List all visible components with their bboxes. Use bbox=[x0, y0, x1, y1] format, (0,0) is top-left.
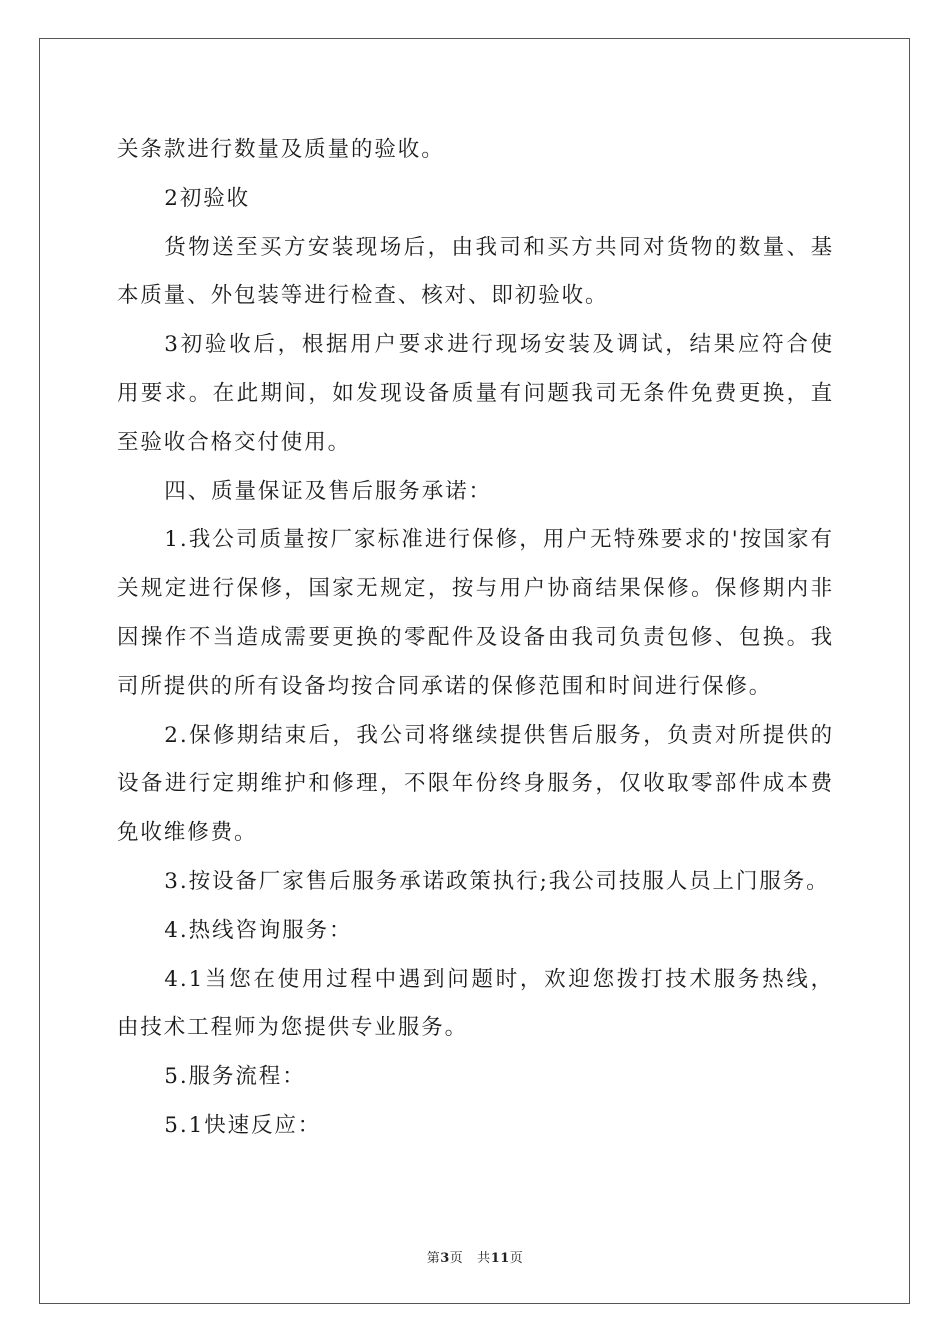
paragraph-3: 货物送至买方安装现场后，由我司和买方共同对货物的数量、基本质量、外包装等进行检查、核对、即初验收。 bbox=[117, 234, 834, 309]
footer-total-prefix: 共 bbox=[477, 1251, 491, 1266]
paragraph-7: 2.保修期结束后，我公司将继续提供售后服务，负责对所提供的设备进行定期维护和修理，不限年份终身服务，仅收取零部件成本费免收维修费。 bbox=[117, 722, 834, 846]
page-footer bbox=[0, 1247, 950, 1266]
footer-total-suffix: 页 bbox=[509, 1251, 524, 1266]
paragraph-1: 关条款进行数量及质量的验收。 bbox=[117, 137, 445, 162]
footer-prefix: 第 bbox=[426, 1251, 441, 1266]
total-page-number: 11 bbox=[490, 1251, 510, 1266]
paragraph-5: 四、质量保证及售后服务承诺： bbox=[164, 478, 492, 504]
current-page-number: 3 bbox=[440, 1251, 450, 1266]
footer-page-suffix: 页 bbox=[449, 1251, 464, 1266]
paragraph-6: 1.我公司质量按厂家标准进行保修，用户无特殊要求的'按国家有关规定进行保修，国家无规定，按与用户协商结果保修。保修期内非因操作不当造成需要更换的零配件及设备由我司负责包修、包换。我司所提供的所有设备均按合同承诺的保修范围和时间进行保修。 bbox=[117, 527, 834, 699]
paragraph-9: 4.热线咨询服务： bbox=[164, 917, 353, 943]
paragraph-8: 3.按设备厂家售后服务承诺政策执行;我公司技服人员上门服务。 bbox=[164, 868, 830, 894]
document-body bbox=[117, 126, 834, 1151]
paragraph-4: 3初验收后，根据用户要求进行现场安装及调试，结果应符合使用要求。在此期间，如发现设备质量有问题我司无条件免费更换，直至验收合格交付使用。 bbox=[117, 332, 834, 455]
paragraph-11: 5.服务流程： bbox=[164, 1064, 306, 1090]
paragraph-10: 4.1当您在使用过程中遇到问题时，欢迎您拨打技术服务热线，由技术工程师为您提供专业服务。 bbox=[117, 966, 834, 1041]
paragraph-12: 5.1快速反应： bbox=[164, 1112, 322, 1138]
paragraph-2: 2初验收 bbox=[164, 185, 251, 211]
